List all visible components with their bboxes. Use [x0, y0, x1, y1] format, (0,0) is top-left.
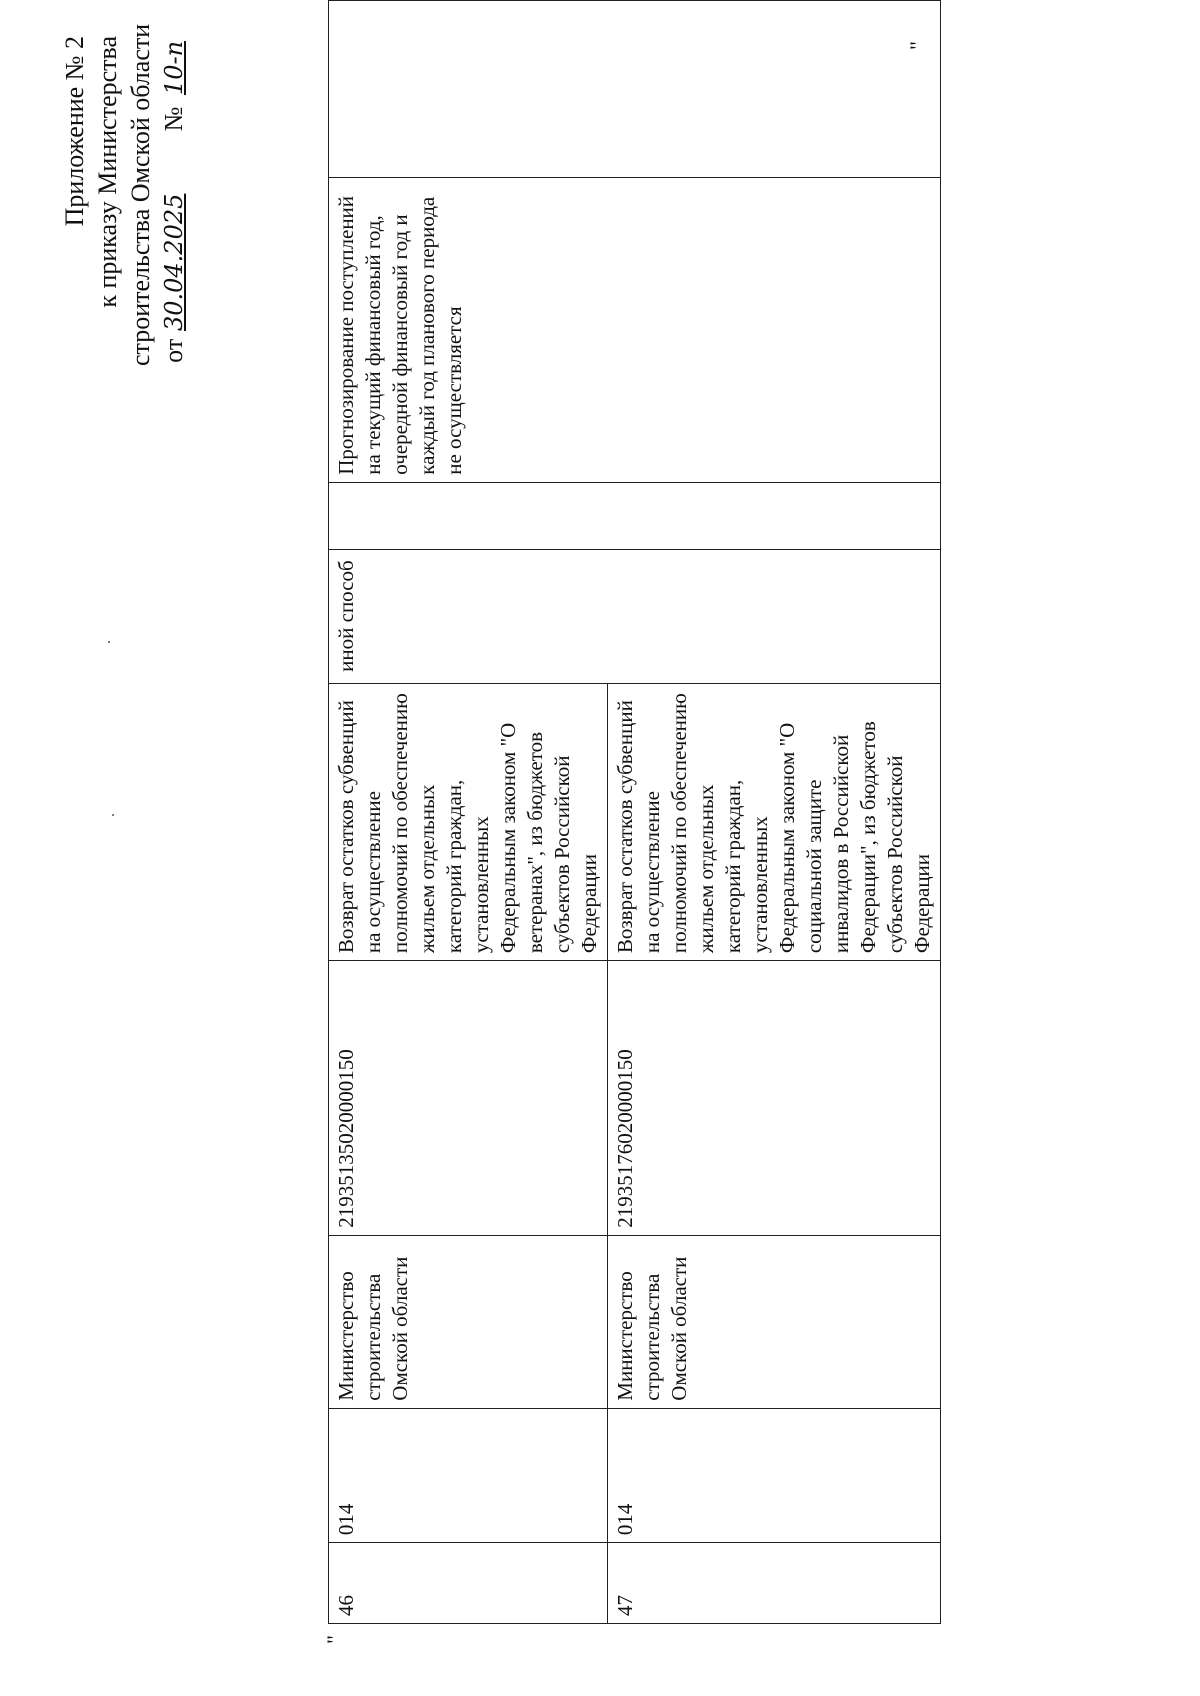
closing-quote: " [905, 41, 930, 50]
handwritten-date: 30.04.2025 [160, 193, 188, 332]
document-header [58, 23, 191, 366]
row-number: 47 [608, 1543, 941, 1624]
admin-code: 014 [329, 1408, 608, 1542]
admin-code: 014 [608, 1408, 941, 1542]
date-prefix: от [159, 338, 188, 363]
revenue-name: Возврат остатков субвенций на осуществление полномочий по обеспечению жильем отдельных категорий граждан, установленных Федеральным законом "О ветеранах", из бюджетов субъектов Российской Федерации [329, 683, 608, 961]
handwritten-order-number: 10-п [160, 40, 188, 96]
number-prefix: № [159, 106, 188, 132]
order-date-number-line [157, 36, 191, 366]
scan-speck [108, 641, 110, 643]
forecast-note: Прогнозирование поступлений на текущий финансовый год, очередной финансовый год и каждый год планового периода не осуществляется [329, 178, 941, 483]
table-row [329, 1, 608, 1624]
empty-cell [329, 482, 941, 549]
appendix-title: Приложение № 2 [60, 36, 89, 227]
revenue-table [328, 0, 941, 1624]
order-reference: к приказу Министерства [93, 36, 122, 308]
budget-classification-code: 21935135020000150 [329, 961, 608, 1236]
scan-speck [112, 814, 114, 816]
row-number: 46 [329, 1543, 608, 1624]
forecast-method: иной способ [329, 549, 941, 683]
organization-name: Министерство строительства Омской области [608, 1235, 941, 1408]
ministry-name: строительства Омской области [126, 23, 155, 366]
empty-cell [329, 1, 941, 178]
opening-quote: " [322, 1635, 347, 1644]
budget-classification-code: 21935176020000150 [608, 961, 941, 1236]
organization-name: Министерство строительства Омской области [329, 1235, 608, 1408]
revenue-name: Возврат остатков субвенций на осуществление полномочий по обеспечению жильем отдельных категорий граждан, установленных Федеральным законом "О социальной защите инвалидов в Российской Федерации", из бюджетов субъектов Российской Федерации [608, 683, 941, 961]
